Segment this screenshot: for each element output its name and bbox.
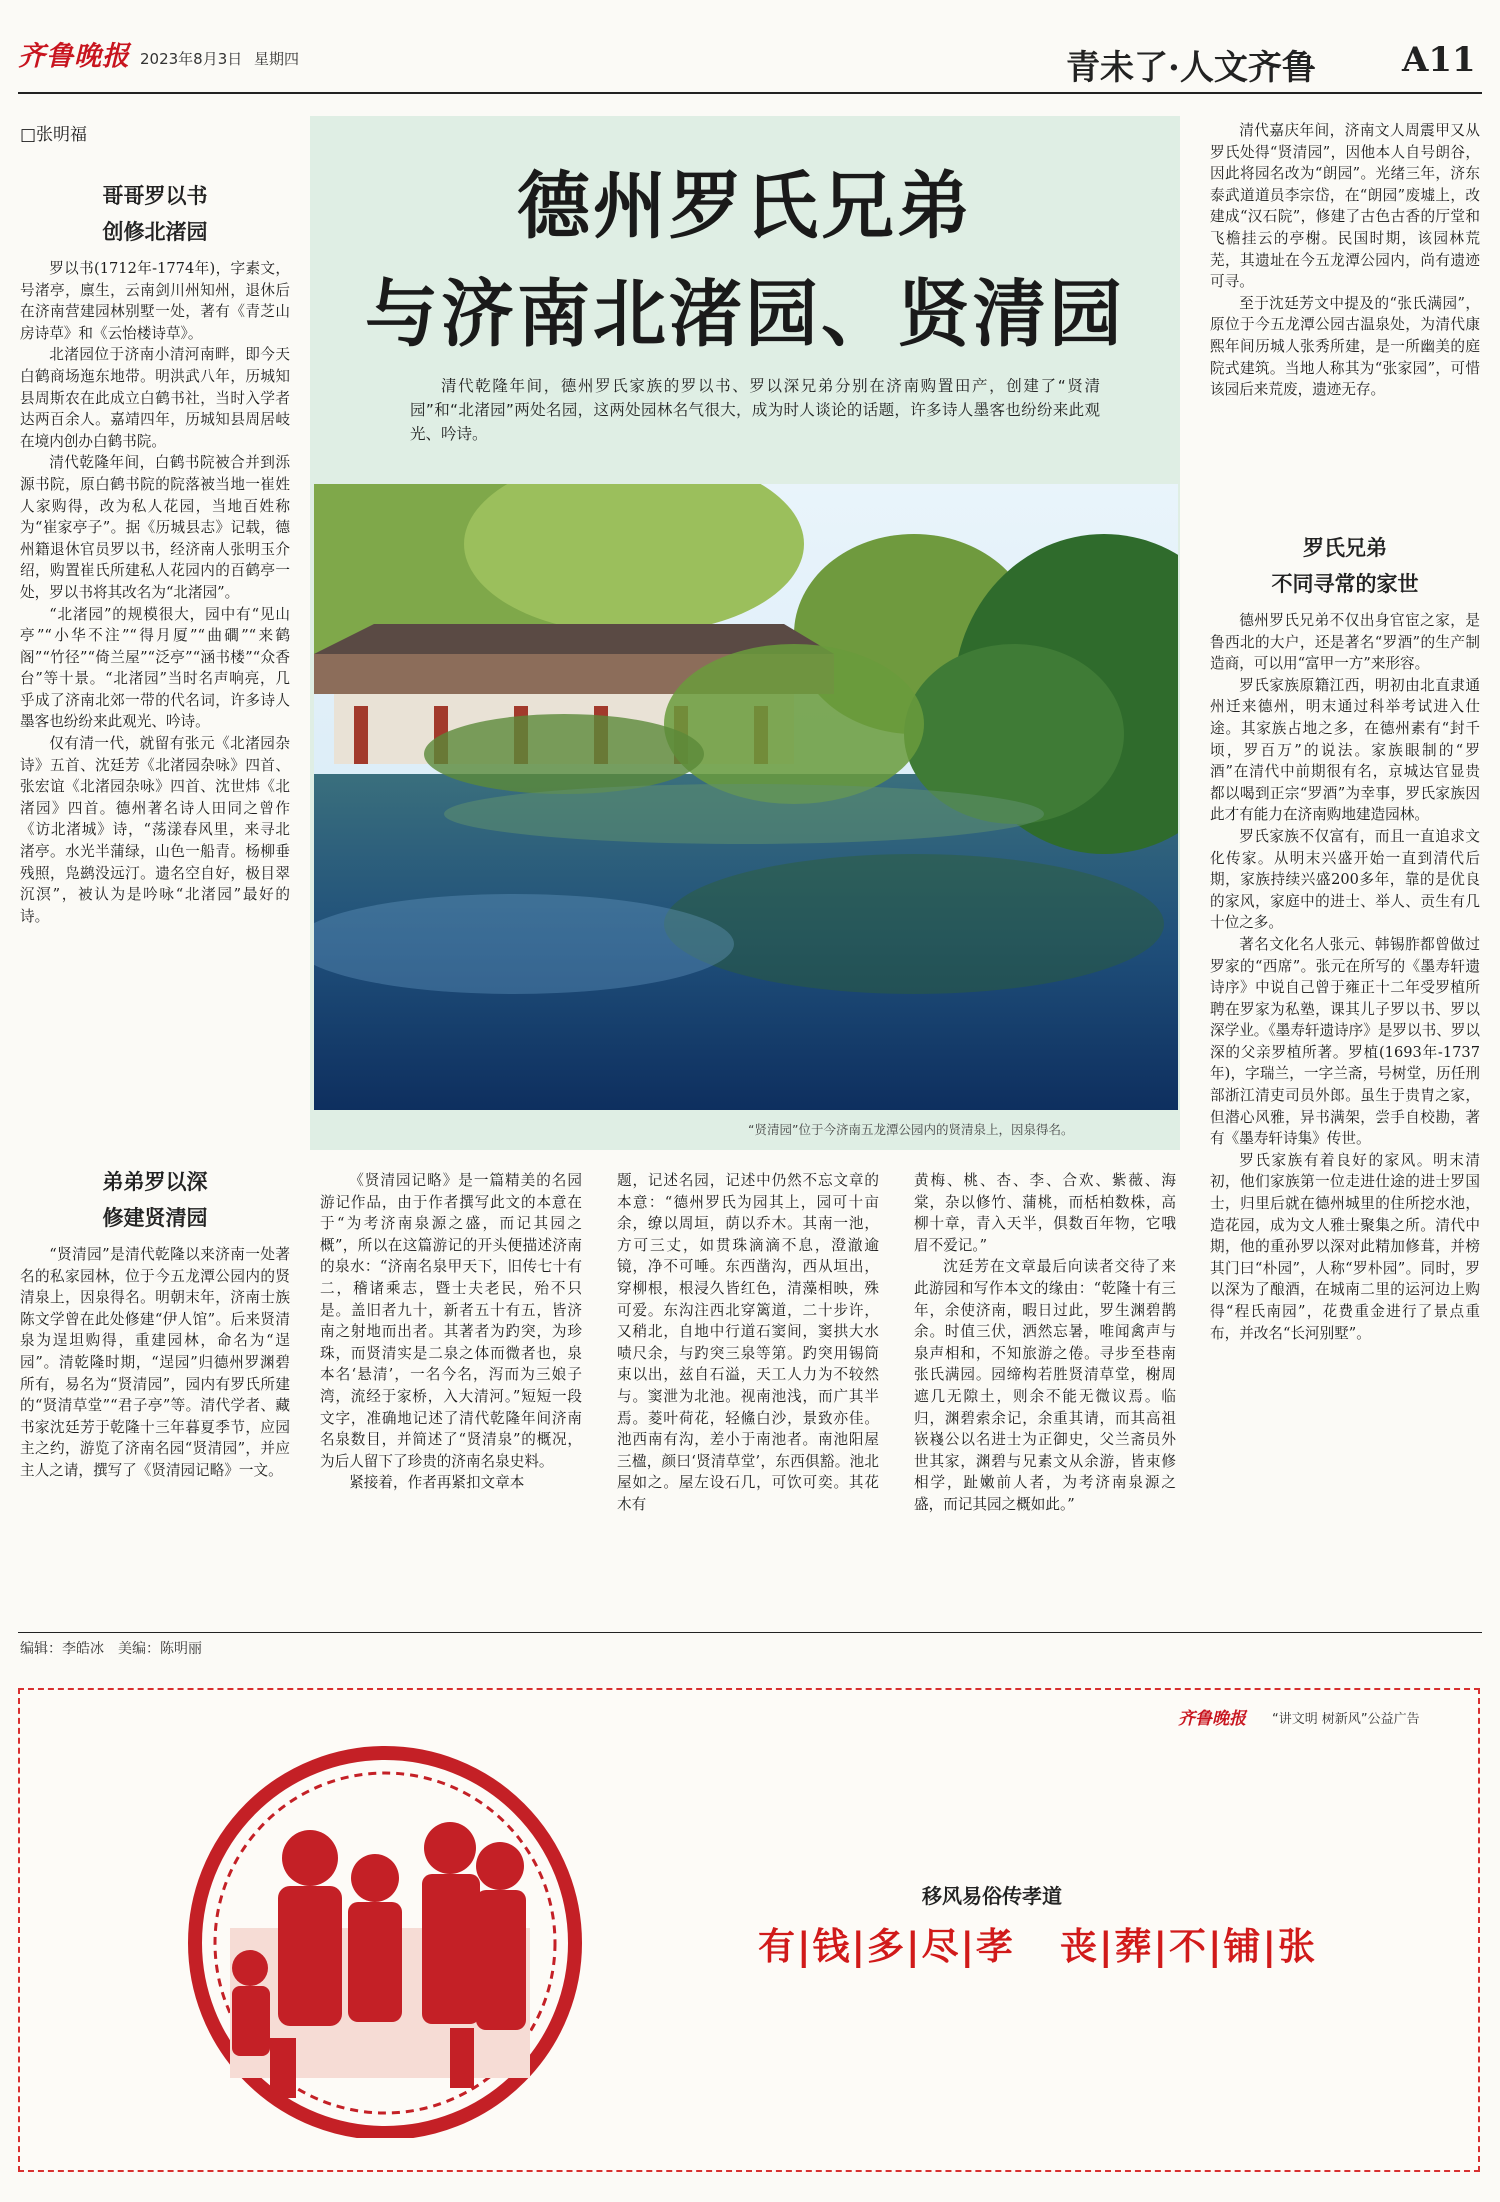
subheading-1: 哥哥罗以书 创修北渚园 [102, 184, 208, 244]
paragraph: “贤清园”是清代乾隆以来济南一处著名的私家园林，位于今五龙潭公园内的贤清泉上，因泉得名。明朝末年，济南士族陈文学曾在此处修建“伊人馆”。后来贤清泉为逞坦购得，重建园林，命名为“逞园”。清乾隆时期，“逞园”归德州罗渊碧所有，易名为“贤清园”，园内有罗氏所建的“贤清草堂”“君子亭”等。清代学者、藏书家沈廷芳于乾隆十三年暮夏季节，应园主之约，游览了济南名园“贤清园”，并应主人之请，撰写了《贤清园记略》一文。 [20, 1246, 290, 1479]
photo-caption: “贤清园”位于今济南五龙潭公园内的贤清泉上，因泉得名。 [748, 1122, 1074, 1137]
header-rule [18, 92, 1482, 94]
footer-rule [18, 1632, 1482, 1633]
page-number: A11 [1402, 40, 1476, 80]
masthead-brand: 齐鲁晚报 [18, 41, 130, 72]
papercut-family-illustration [150, 1738, 620, 2138]
column-4-text [914, 1170, 1176, 1516]
paragraph: 黄梅、桃、杏、李、合欢、紫薇、海棠，杂以修竹、蒲桃，而栝柏数株，高柳十章，青入天半，俱数百年物，它哦眉不爱记。” [914, 1172, 1176, 1254]
paragraph: “北渚园”的规模很大，园中有“见山亭”“小华不注”“得月厦”“曲磵”“来鹤阁”“竹径”“倚兰屋”“泛亭”“涵书楼”“众香台”等十景。“北渚园”当时名声响亮，几乎成了济南北郊一带的代名词，许多诗人墨客也纷纷来此观光、吟诗。 [20, 605, 290, 731]
ad-brand-logo: 齐鲁晚报 [1178, 1709, 1246, 1729]
paragraph: 罗以书(1712年-1774年)，字素文，号渚亭，廪生，云南剑川州知州，退休后在济南营建园林别墅一处，著有《青芝山房诗草》和《云怡楼诗草》。 [20, 260, 290, 342]
paragraph: 罗氏家族原籍江西，明初由北直隶通州迁来德州，明末通过科举考试进入仕途。其家族占地之多，在德州素有“封千顷，罗百万”的说法。家族眼制的“罗酒”在清代中前期很有名，京城达官显贵都以喝到正宗“罗酒”为幸事，罗氏家族因此才有能力在济南购地建造园林。 [1210, 676, 1480, 824]
paragraph: 《贤清园记略》是一篇精美的名园游记作品，由于作者撰写此文的本意在于“为考济南泉源之盛，而记其园之概”，所以在这篇游记的开头便描述济南的泉水：“济南名泉甲天下，旧传七十有二，稽诸乘志，暨士夫老民，殆不只是。盖旧者九十，新者五十有五，皆济南之射地而出者。其著者为趵突，为珍珠，而贤清实是二泉之体而微者也，泉本名‘悬清’，一名今名，泻而为三娘子湾，流经于家桥，入大清河。”短短一段文字，准确地记述了清代乾隆年间济南名泉数目，并简述了“贤清泉”的概况，为后人留下了珍贵的济南名泉史料。 [320, 1172, 582, 1470]
section-title: 青未了·人文齐鲁 [1066, 48, 1316, 88]
column-2-text [320, 1170, 582, 1494]
ad-slogan-part-2: 丧|葬|不|铺|张 [1060, 1925, 1318, 1968]
column-5-text [1210, 120, 1480, 401]
paragraph: 清代乾隆年间，白鹤书院被合并到泺源书院，原白鹤书院的院落被当地一崔姓人家购得，改为私人花园，当地百姓称为“崔家亭子”。据《历城县志》记载，德州籍退休官员罗以书，经济南人张明玉介绍，购置崔氏所建私人花园内的百鹤亭一处，罗以书将其改名为“北渚园”。 [20, 454, 290, 601]
subheading-2: 弟弟罗以深 修建贤清园 [102, 1170, 208, 1230]
ad-slogan-part-1: 有|钱|多|尽|孝 [758, 1925, 1016, 1968]
column-5b-text [1210, 610, 1480, 1344]
paragraph: 罗氏家族不仅富有，而且一直追求文化传家。从明末兴盛开始一直到清代后期，家族持续兴盛200多年，靠的是优良的家风，家庭中的进士、举人、贡生有几十位之多。 [1210, 827, 1480, 932]
paragraph: 仅有清一代，就留有张元《北渚园杂诗》五首、沈廷芳《北渚园杂咏》四首、张宏谊《北渚园杂咏》四首、沈世炜《北渚园》四首。德州著名诗人田同之曾作《访北渚城》诗，“荡漾春风里，来寻北渚亭。水光半蒲绿，山色一船青。杨柳垂残照，凫鹚没远汀。遗名空自好，极目翠沉溟”，被认为是吟咏“北渚园”最好的诗。 [20, 735, 290, 925]
paragraph: 至于沈廷芳文中提及的“张氏满园”，原位于今五龙潭公园古温泉处，为清代康熙年间历城人张秀所建，是一所幽美的庭院式建筑。当地人称其为“张家园”，可惜该园后来荒废，遗迹无存。 [1210, 294, 1480, 399]
subheading-3: 罗氏兄弟 不同寻常的家世 [1271, 536, 1419, 596]
ad-campaign: “讲文明 树新风”公益广告 [1272, 1712, 1420, 1727]
headline-line-1: 德州罗氏兄弟 [517, 163, 973, 249]
paragraph: 著名文化名人张元、韩锡胙都曾做过罗家的“西席”。张元在所写的《墨寿轩遗诗序》中说自己曾于雍正十二年受罗植所聘在罗家为私塾，课其儿子罗以书、罗以深学业。《墨寿轩遗诗序》是罗以书、罗以深的父亲罗植所著。罗植(1693年-1737年)，字瑞兰，一字兰斋，号树堂，历任刑部浙江清吏司员外郎。虽生于贵胄之家，但潜心风雅，异书满架，尝手自校勘，著有《墨寿轩诗集》传世。 [1210, 935, 1480, 1148]
paragraph: 题，记述名园，记述中仍然不忘文章的本意：“德州罗氏为园其上，园可十亩余，缭以周垣，荫以乔木。其南一池，方可三丈，如贯珠滴滴不息，澄澈逾镜，净不可唾。东西凿沟，西从垣出，穿柳根，根浸久皆红色，清藻相映，殊可爱。东沟注西北穿篱道，二十步许，又稍北，自地中行道石窦间，窦拱大水啧尺余，与趵突三泉等第。趵突用锡筒束以出，兹自石溢，天工人力为不较然与。窦泄为北池。视南池浅，而广其半焉。菱叶荷花，轻鯈白沙，景致亦佳。池西南有沟，差小于南池者。南池阳屋三楹，颜曰‘贤清草堂’，东西俱豁。池北屋如之。屋左设石几，可饮可奕。其花木有 [617, 1172, 879, 1513]
byline: □张明福 [20, 125, 88, 145]
ad-tagline: 移风易俗传孝道 [922, 1884, 1062, 1908]
paragraph: 清代嘉庆年间，济南文人周震甲又从罗氏处得“贤清园”，因他本人自号朗谷，因此将园名改为“朗园”。光绪三年，济东泰武道道员李宗岱，在“朗园”废墟上，改建成“汉石院”，修建了古色古香的厅堂和飞檐挂云的亭榭。民国时期，该园林荒芜，其遗址在今五龙潭公园内，尚有遗迹可寻。 [1210, 122, 1480, 291]
paragraph: 罗氏家族有着良好的家风。明末清初，他们家族第一位走进仕途的进士罗国士，归里后就在德州城里的住所挖水池，造花园，成为文人雅士聚集之所。清代中期，他的重孙罗以深对此精加修葺，并榜其门曰“朴园”，人称“罗朴园”。同时，罗以深为了酿酒，在城南二里的运河边上购得“程氏南园”，花费重金进行了景点重布，并改名“长河别墅”。 [1210, 1151, 1480, 1342]
column-1-text [20, 258, 290, 927]
paragraph: 德州罗氏兄弟不仅出身官宦之家，是鲁西北的大户，还是著名“罗酒”的生产制造商，可以用“富甲一方”来形容。 [1210, 612, 1480, 673]
column-1b-text [20, 1244, 290, 1482]
issue-date: 2023年8月3日 [140, 50, 243, 68]
editors-credit: 编辑：李皓冰 美编：陈明丽 [20, 1641, 202, 1657]
column-3-text [617, 1170, 879, 1516]
paragraph: 沈廷芳在文章最后向读者交待了来此游园和写作本文的缘由：“乾隆十有三年，余使济南，暇日过此，罗生渊碧鹊余。时值三伏，洒然忘暑，唯闻禽声与泉声相和，不知旅游之倦。寻步至巷南张氏满园。园缔构若胜贤清草堂，榭周遮几无隙土，则余不能无微议焉。临归，渊碧索余记，余重其请，而其高祖嵚嶘公以名进士为正御史，父兰斋员外世其家，渊碧与兄素文从余游，皆束修相学，趾嫩前人者，为考济南泉源之盛，而记其园之概如此。” [914, 1258, 1176, 1513]
paragraph: 北渚园位于济南小清河南畔，即今天白鹤商场迤东地带。明洪武八年，历城知县周斯农在此成立白鹤书社，当时入学者达两百余人。嘉靖四年，历城知县周居岐在境内创办白鹤书院。 [20, 346, 290, 450]
paragraph: 紧接着，作者再紧扣文章本 [349, 1474, 525, 1492]
lead-paragraph: 清代乾隆年间，德州罗氏家族的罗以书、罗以深兄弟分别在济南购置田产，创建了“贤清园”和“北渚园”两处名园，这两处园林名气很大，成为时人谈论的话题，许多诗人墨客也纷纷来此观光、吟诗。 [410, 377, 1100, 443]
issue-weekday: 星期四 [254, 50, 300, 68]
garden-photo [314, 484, 1178, 1110]
headline-line-2: 与济南北渚园、贤清园 [365, 271, 1125, 357]
